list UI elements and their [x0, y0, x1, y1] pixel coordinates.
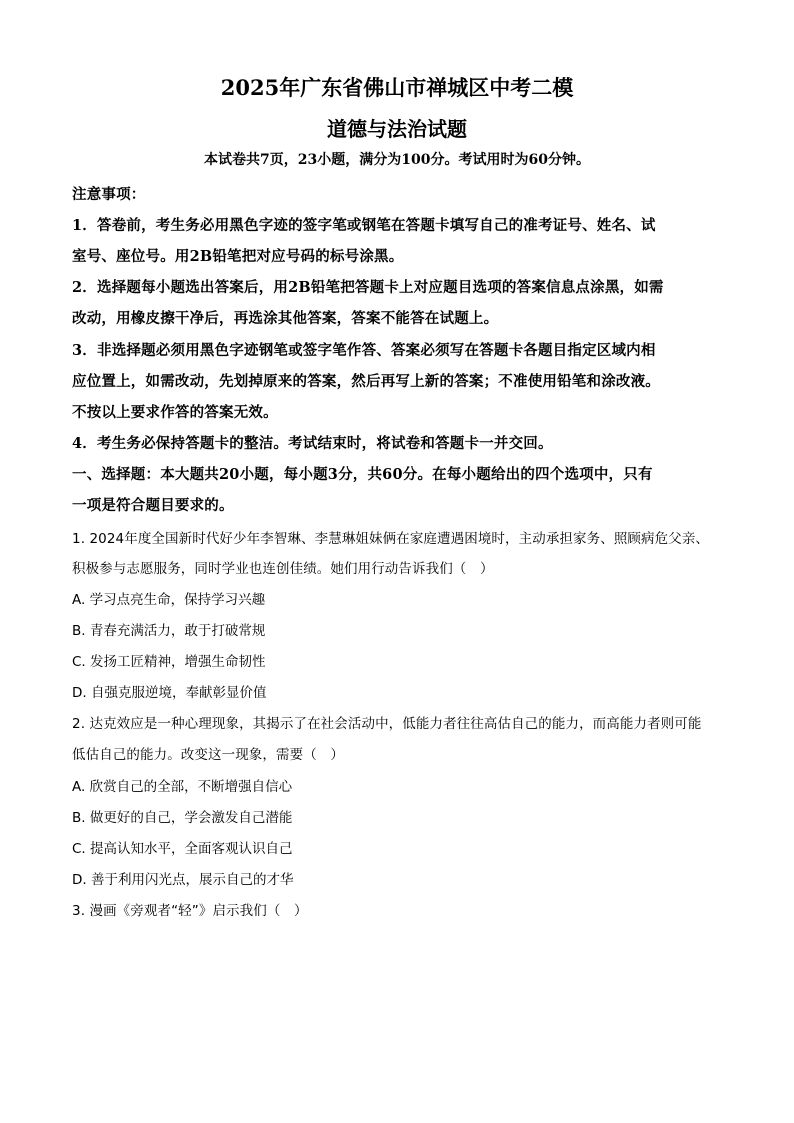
notice-heading: 注意事项：	[72, 186, 146, 203]
notice-line: 应位置上，如需改动，先划掉原来的答案，然后再写上新的答案；不准使用铅笔和涂改液。	[72, 373, 660, 390]
exam-title: 2025年广东省佛山市禅城区中考二模	[220, 75, 574, 100]
exam-info: 本试卷共7页，23小题，满分为100分。考试用时为60分钟。	[204, 152, 590, 168]
question-3-stem: 3. 漫画《旁观者“轻”》启示我们（ ）	[72, 903, 308, 919]
question-1-option-c: C. 发扬工匠精神，增强生命韧性	[72, 654, 266, 670]
question-2-option-c: C. 提高认知水平，全面客观认识自己	[72, 841, 293, 857]
notice-line: 3．非选择题必须用黑色字迹钢笔或签字笔作答、答案必须写在答题卡各题目指定区域内相	[72, 342, 656, 359]
notice-line: 1．答卷前，考生务必用黑色字迹的签字笔或钢笔在答题卡填写自己的准考证号、姓名、试	[72, 217, 656, 234]
question-1-stem: 1. 2024年度全国新时代好少年李智琳、李慧琳姐妹俩在家庭遭遇困境时，主动承担家务、照顾病危父亲、	[72, 531, 710, 547]
question-1-option-a: A. 学习点亮生命，保持学习兴趣	[72, 592, 266, 608]
question-2-option-d: D. 善于利用闪光点，展示自己的才华	[72, 872, 294, 888]
notice-line: 室号、座位号。用2B铅笔把对应号码的标号涂黑。	[72, 248, 404, 265]
notice-line: 不按以上要求作答的答案无效。	[72, 404, 278, 421]
question-1-option-d: D. 自强克服逆境，奉献彰显价值	[72, 685, 267, 701]
question-2-option-b: B. 做更好的自己，学会激发自己潜能	[72, 810, 293, 826]
notice-line: 2．选择题每小题选出答案后，用2B铅笔把答题卡上对应题目选项的答案信息点涂黑，如需	[72, 279, 664, 296]
notice-line: 改动，用橡皮擦干净后，再选涂其他答案，答案不能答在试题上。	[72, 310, 499, 327]
exam-subtitle: 道德与法治试题	[327, 117, 467, 141]
question-1-stem: 积极参与志愿服务，同时学业也连创佳绩。她们用行动告诉我们（ ）	[72, 561, 494, 577]
question-2-stem: 2. 达克效应是一种心理现象，其揭示了在社会活动中，低能力者往往高估自己的能力，而高能力者则可能	[72, 716, 702, 732]
notice-line: 4．考生务必保持答题卡的整洁。考试结束时，将试卷和答题卡一并交回。	[72, 435, 553, 452]
question-2-option-a: A. 欣赏自己的全部，不断增强自信心	[72, 779, 293, 795]
section-heading: 一项是符合题目要求的。	[72, 497, 234, 514]
question-2-stem: 低估自己的能力。改变这一现象，需要（ ）	[72, 747, 344, 763]
section-heading: 一、选择题：本大题共20小题，每小题3分，共60分。在每小题给出的四个选项中，只有	[72, 466, 653, 483]
question-1-option-b: B. 青春充满活力，敢于打破常规	[72, 623, 266, 639]
